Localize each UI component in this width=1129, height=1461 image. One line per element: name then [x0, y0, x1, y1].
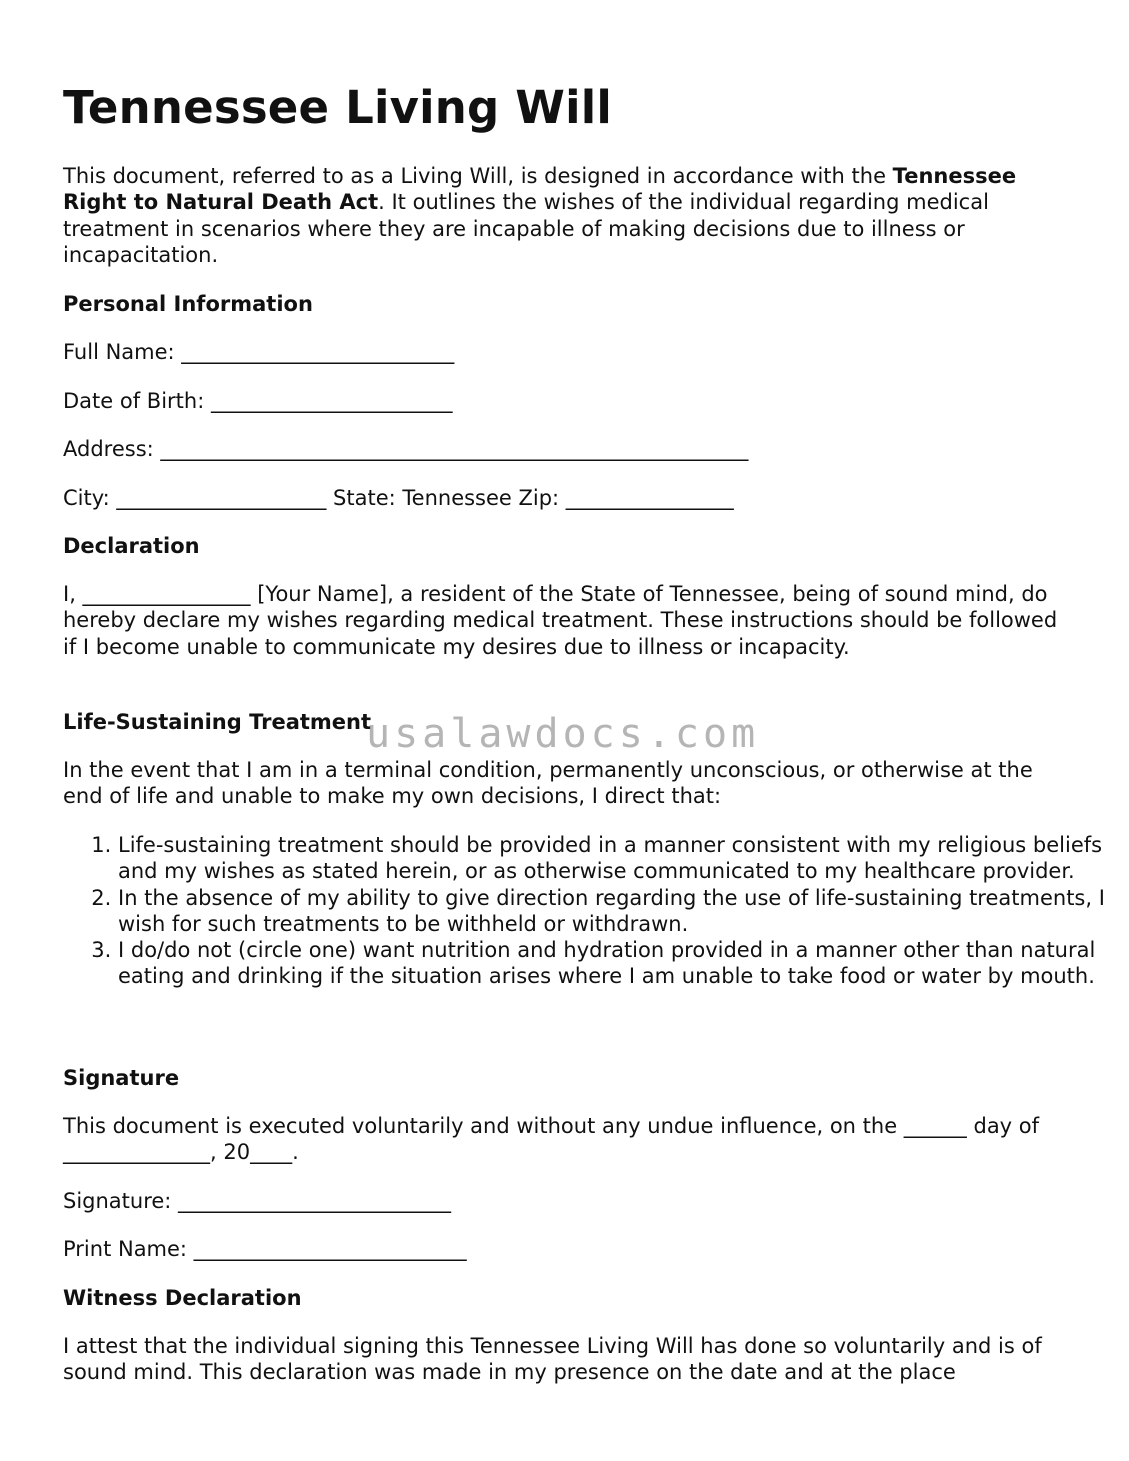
treatment-paragraph: In the event that I am in a terminal condition, permanently unconscious, or otherwise at the end of life and unable to make my own decisions, I direct that: [63, 758, 1033, 809]
intro-text-start: This document, referred to as a Living Will, is designed in accordance with the [63, 164, 893, 188]
signature-field: Signature: __________________________ [63, 1189, 452, 1213]
witness-paragraph: I attest that the individual signing this Tennessee Living Will has done so voluntarily and is of sound mind. This declaration was made in my presence on the date and at the place [63, 1334, 1042, 1385]
document-title: Tennessee Living Will [63, 81, 612, 134]
list-item: 2. In the absence of my ability to give direction regarding the use of life-sustaining treatments, I wish for such treatments to be withheld or withdrawn. [118, 885, 1128, 938]
date-of-birth-field: Date of Birth: _______________________ [63, 389, 453, 413]
city-state-zip-field: City: ____________________ State: Tennessee Zip: ________________ [63, 486, 734, 510]
treatment-directives-list [63, 832, 1128, 990]
intro-text-end: . It outlines the wishes of the individual regarding medical treatment in scenarios where they are incapable of making decisions due to illness or incapacitation. [63, 190, 989, 267]
list-item: 1. Life-sustaining treatment should be provided in a manner consistent with my religious beliefs and my wishes as stated herein, or as otherwise communicated to my healthcare provider. [118, 832, 1128, 885]
declaration-paragraph: I, ________________ [Your Name], a resident of the State of Tennessee, being of sound mind, do hereby declare my wishes regarding medical treatment. These instructions should be followed if I become unable to communicate my desires due to illness or incapacity. [63, 582, 1058, 659]
treatment-heading: Life-Sustaining Treatment [63, 710, 372, 734]
watermark: usalawdocs.com [366, 711, 760, 757]
full-name-field: Full Name: __________________________ [63, 340, 455, 364]
declaration-heading: Declaration [63, 534, 200, 558]
address-field: Address: ________________________________________________________ [63, 437, 749, 461]
execution-paragraph: This document is executed voluntarily and without any undue influence, on the ______ day of ______________, 20____. [63, 1114, 1040, 1165]
print-name-field: Print Name: __________________________ [63, 1237, 467, 1261]
witness-heading: Witness Declaration [63, 1286, 302, 1310]
signature-heading: Signature [63, 1066, 180, 1090]
act-name: Tennessee Right to Natural Death Act [63, 164, 1017, 215]
intro-paragraph [63, 163, 1073, 268]
personal-info-heading: Personal Information [63, 292, 313, 316]
list-item: 3. I do/do not (circle one) want nutrition and hydration provided in a manner other than natural eating and drinking if the situation arises where I am unable to take food or water by mouth. [118, 937, 1128, 990]
